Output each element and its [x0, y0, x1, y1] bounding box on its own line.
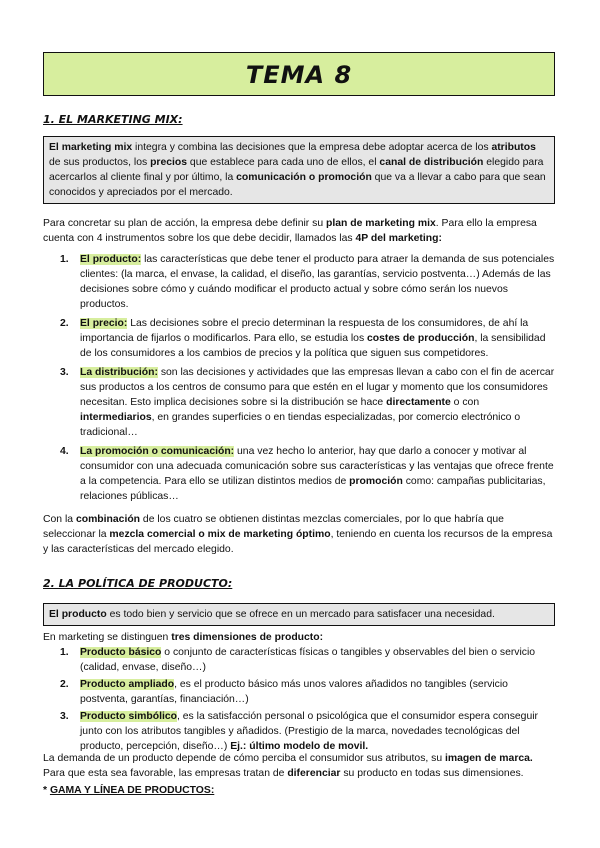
intro-bold: plan de marketing mix: [326, 218, 436, 229]
intro-bold: 4P del marketing:: [355, 233, 442, 244]
def-text: de sus productos, los: [49, 157, 151, 168]
item-number: 1.: [60, 647, 69, 658]
item-bold: promoción: [349, 476, 403, 487]
closing-bold: mezcla comercial o mix de marketing óptimo: [109, 529, 331, 540]
closing-text: La demanda de un producto depende de cómo perciba el consumidor sus atributos, su: [43, 753, 446, 764]
section-2-heading: 2. LA POLÍTICA DE PRODUCTO:: [43, 577, 233, 590]
def-text: elegido para acercarlos al cliente final y por último, la: [49, 157, 544, 183]
item-number: 1.: [60, 254, 69, 265]
item-number: 3.: [60, 367, 69, 378]
closing-text: , teniendo en cuenta los recursos de la empresa y las características del mercado elegido.: [43, 529, 553, 555]
gama-linea-subheading: [43, 783, 555, 798]
def-text: que establece para cada uno de ellos, el: [187, 157, 380, 168]
def-bold: canal de distribución: [379, 157, 484, 168]
list-item: [60, 316, 555, 361]
closing-text: Para que esta sea favorable, las empresas tratan de: [43, 768, 288, 779]
def-bold: precios: [150, 157, 188, 168]
closing-text: Con la: [43, 514, 76, 525]
item-label: Producto simbólico: [80, 711, 177, 722]
subhead-prefix: *: [43, 785, 50, 796]
item-label: La distribución:: [80, 367, 158, 378]
marketing-mix-definition: [43, 136, 555, 204]
item-text: las características que debe tener el producto para atraer la demanda de sus potenciales clientes: (la marca, el envase, la calidad, el diseño, las garantías, servicio postventa…) Además de las decisiones sobre cómo y cuándo modificar el producto actual y sobre cómo serán los nuevos productos.: [80, 254, 555, 310]
closing-text: de los cuatro se obtienen distintas mezclas comerciales, por lo que habría que seleccionar la: [43, 514, 504, 540]
title-box: [43, 52, 555, 96]
list-item: [60, 677, 555, 707]
item-label: El precio:: [80, 318, 128, 329]
item-text: una vez hecho lo anterior, hay que darlo a conocer y motivar al consumidor con una adecuada comunicación sobre sus características y las ventajas que ofrece frente a la competencia. Para ello se utilizan distintos medios de: [80, 446, 554, 487]
item-number: 4.: [60, 446, 69, 457]
item-number: 2.: [60, 318, 69, 329]
item-bold: costes de producción: [367, 333, 475, 344]
intro-text: . Para ello la empresa cuenta con 4 instrumentos sobre los que debe decidir, llamados las: [43, 218, 537, 244]
def-text: es todo bien y servicio que se ofrece en un mercado para satisfacer una necesidad.: [106, 609, 495, 620]
def-term: El producto: [49, 609, 107, 620]
def-term: El marketing mix: [49, 142, 133, 153]
item-number: 3.: [60, 711, 69, 722]
item-bold: Ej.: último modelo de movil.: [230, 741, 369, 752]
list-item: [60, 444, 555, 504]
item-label: El producto:: [80, 254, 142, 265]
list-item: [60, 645, 555, 675]
subhead-label: GAMA Y LÍNEA DE PRODUCTOS:: [49, 785, 215, 796]
item-text: , es el producto básico más unos valores añadidos no tangibles (servicio postventa, garantías, financiación…): [80, 679, 508, 705]
section-1-closing: [43, 512, 555, 557]
item-text: , la sensibilidad de los consumidores a los cambios de precios y la política que siguen sus competidores.: [80, 333, 546, 359]
item-label: Producto ampliado: [80, 679, 175, 690]
item-bold: intermediarios: [80, 412, 152, 423]
product-definition: [43, 603, 555, 626]
item-text: Las decisiones sobre el precio determinan la respuesta de los consumidores, de ahí la importancia de fijarlos o modificarlos. Para ello, se estudia los: [80, 318, 529, 344]
closing-bold: diferenciar: [287, 768, 341, 779]
item-bold: directamente: [386, 397, 451, 408]
intro-bold: tres dimensiones de producto:: [171, 632, 324, 643]
closing-bold: imagen de marca.: [445, 753, 533, 764]
item-label: Producto básico: [80, 647, 162, 658]
list-item: [60, 365, 555, 440]
def-bold: atributos: [491, 142, 536, 153]
section-1-intro: [43, 216, 555, 246]
intro-text: Para concretar su plan de acción, la empresa debe definir su: [43, 218, 327, 229]
closing-bold: combinación: [75, 514, 141, 525]
item-text: como: campañas publicitarias, relaciones públicas…: [80, 476, 546, 502]
section-1-heading: 1. EL MARKETING MIX:: [43, 113, 183, 126]
section-2-intro: [43, 630, 555, 645]
item-text: , es la satisfacción personal o psicológica que el consumidor espera conseguir junto con los atributos tangibles y añadidos. (Prestigio de la marca, novedades tecnológicas del producto, percepción, diseño…): [80, 711, 538, 752]
page-title: TEMA 8: [245, 61, 353, 89]
intro-text: En marketing se distinguen: [43, 632, 172, 643]
item-text: son las decisiones y actividades que las empresas llevan a cabo con el fin de acercar sus productos a los centros de consumo para que estén en el lugar y momento que los consumidores necesitan. Esto implica decisiones sobre si la distribución se hace: [80, 367, 555, 408]
item-label: La promoción o comunicación:: [80, 446, 235, 457]
item-text: , en grandes superficies o en tiendas especializadas, por comercio electrónico o tradicional…: [80, 412, 521, 438]
def-text: integra y combina las decisiones que la empresa debe adoptar acerca de los: [132, 142, 492, 153]
def-text: que va a llevar a cabo para que sean conocidos y apreciados por el mercado.: [49, 172, 546, 198]
closing-text: su producto en todas sus dimensiones.: [340, 768, 524, 779]
list-item: [60, 709, 555, 754]
four-p-list: [60, 252, 555, 508]
def-bold: comunicación o promoción: [236, 172, 372, 183]
product-dimensions-list: [60, 645, 555, 756]
item-number: 2.: [60, 679, 69, 690]
list-item: [60, 252, 555, 312]
item-text: o conjunto de características físicas o tangibles y observables del bien o servicio (calidad, envase, diseño…): [80, 647, 536, 673]
item-text: o con: [450, 397, 480, 408]
section-2-closing: [43, 751, 555, 781]
